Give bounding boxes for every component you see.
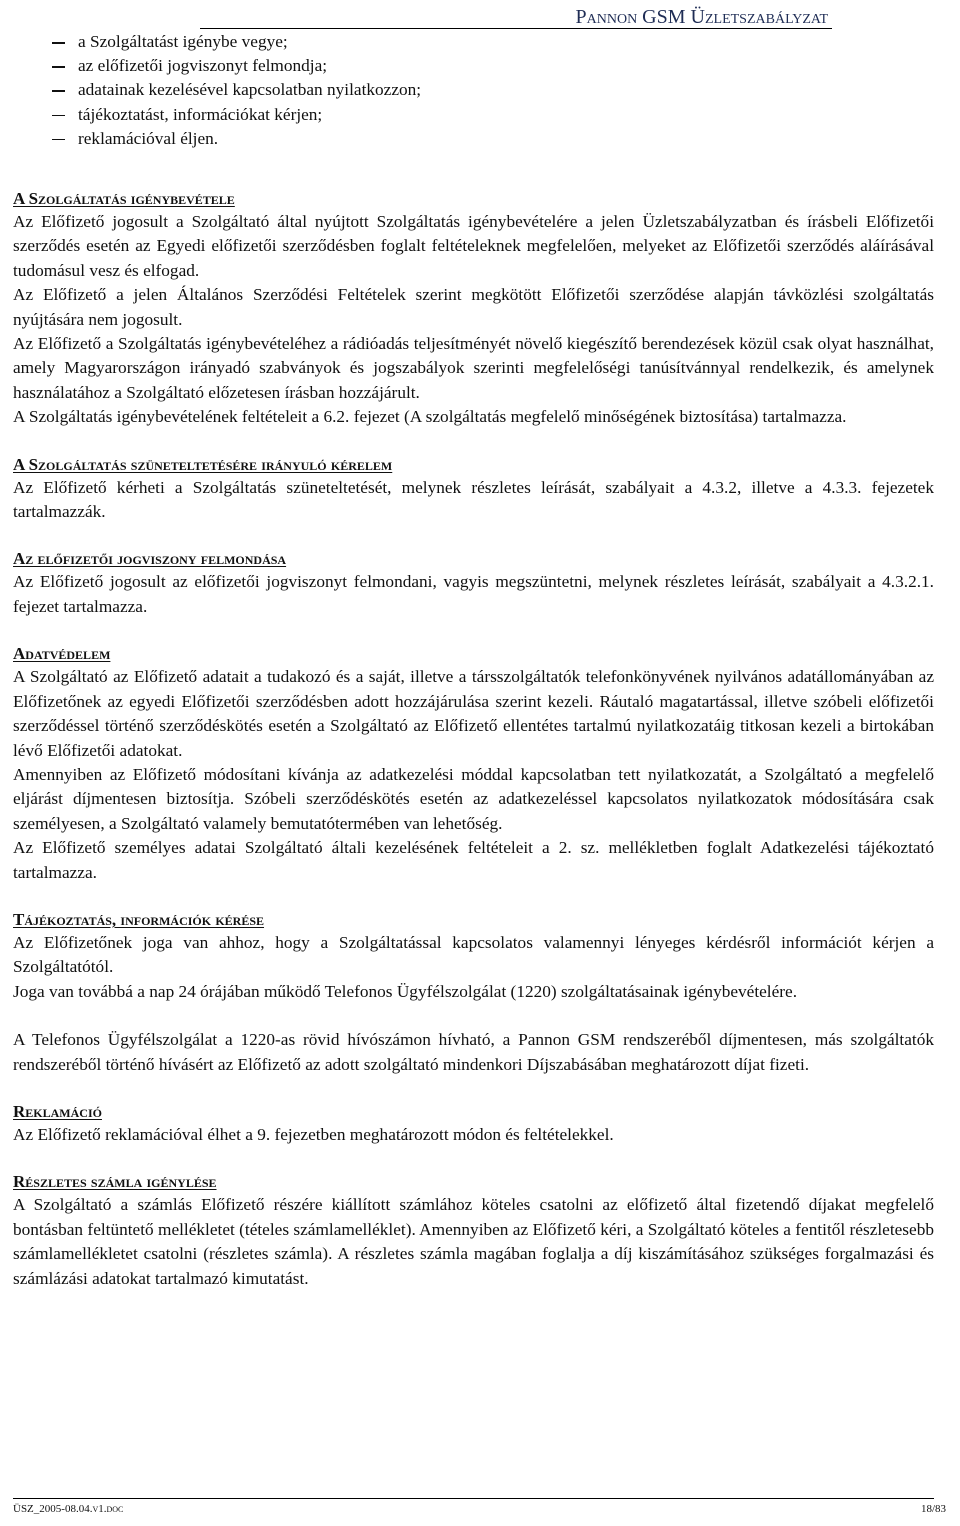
paragraph: Az Előfizető személyes adatai Szolgáltató általi kezelésének feltételeit a 2. sz. mellékletben foglalt Adatkezelési tájékoztató tartalmazza. — [13, 838, 934, 882]
document-body — [13, 188, 934, 1291]
section-heading: A Szolgáltatás igénybevétele — [13, 189, 235, 208]
list-item: adatainak kezelésével kapcsolatban nyilatkozzon; — [52, 78, 421, 102]
paragraph: Amennyiben az Előfizető módosítani kívánja az adatkezelési móddal kapcsolatban tett nyilatkozatát, a Szolgáltató a megfelelő eljárást díjmentesen biztosítja. Szóbeli szerződéskötés esetén az adatkezeléssel kapcsolatos nyilatkozatok módosítására csak személyesen, a Szolgáltató valamely bemutatótermében van lehetőség. — [13, 764, 934, 833]
page-header — [200, 6, 832, 29]
section-data-protection — [13, 643, 934, 885]
section-complaint — [13, 1101, 934, 1147]
list-item: az előfizetői jogviszonyt felmondja; — [52, 54, 421, 78]
paragraph: A Szolgáltató az Előfizető adatait a tudakozó és a saját, illetve a társszolgáltatók telefonkönyvének nyilvános adatállományában az Előfizetőnek az egyedi Előfizetői szerződésben adott hozzájárulása szerint kezeli. Ráutaló magatartással, illetve szóbeli előfizetői szerződéssel történő szerződéskötés esetén a Szolgáltató az Előfizető ellentétes tartalmú nyilatkozatáig titkosan kezeli a birtokában lévő Előfizetői adatokat. — [13, 667, 934, 760]
header-title: Pannon GSM Üzletszabályzat — [575, 6, 828, 28]
document-id: ÜSZ_2005-08.04.v1.doc — [13, 1503, 124, 1515]
page-footer — [13, 1498, 946, 1519]
paragraph: Az Előfizető jogosult az előfizetői jogviszonyt felmondani, vagyis megszüntetni, melynek részletes leírását, szabályait a 4.3.2.1. fejezet tartalmazza. — [13, 572, 934, 616]
page-number: 18/83 — [920, 1503, 946, 1515]
paragraph: A Telefonos Ügyfélszolgálat a 1220-as rövid hívószámon hívható, a Pannon GSM rendszeréből díjmentesen, más szolgáltatók rendszeréből történő hívásért az Előfizető az adott szolgáltató mindenkori Díjszabásában meghatározott díjat fizeti. — [13, 1030, 934, 1074]
paragraph: Joga van továbbá a nap 24 órájában működő Telefonos Ügyfélszolgálat (1220) szolgáltatásainak igénybevételére. — [13, 981, 798, 1001]
paragraph: Az Előfizető jogosult a Szolgáltató által nyújtott Szolgáltatás igénybevételére a jelen Üzletszabályzatban és írásbeli Előfizetői szerződés esetén az Egyedi előfizetői szerződésben foglalt feltételeknek megfelelően, melyeket az Előfizetői szerződés aláírásával tudomásul vesz és elfogad. — [13, 212, 934, 280]
section-detailed-bill — [13, 1171, 934, 1291]
section-heading: Részletes számla igénylése — [13, 1172, 217, 1192]
paragraph: Az Előfizető a Szolgáltatás igénybevételéhez a rádióadás teljesítményét növelő kiegészítő berendezések közül csak olyat használhat, amely Magyarországon irányadó szabványok és jogszabályok szerinti megfelelőségi tanúsítvánnyal rendelkezik, és amelynek használatához a Szolgáltató előzetesen írásban hozzájárult. — [13, 334, 934, 402]
paragraph: A Szolgáltató a számlás Előfizető részére kiállított számlához köteles csatolni az előfizető által fizetendő díjakat megfelelő bontásban feltüntető mellékletet (tételes számlamelléklet). Amennyiben az Előfizető kéri, a Szolgáltató köteles a fentitől részletesebb számlamellékletet csatolni (részletes számla). A részletes számla magában foglalja a díj kiszámításához szükséges forgalmazási és számlázási adatokat tartalmazó kimutatást. — [13, 1195, 934, 1288]
paragraph: Az Előfizető reklamációval élhet a 9. fejezetben meghatározott módon és feltételekkel. — [13, 1124, 614, 1144]
paragraph: A Szolgáltatás igénybevételének feltételeit a 6.2. fejezet (A szolgáltatás megfelelő minőségének biztosítása) tartalmazza. — [13, 407, 847, 427]
list-item: reklamációval éljen. — [52, 127, 421, 151]
list-item: tájékoztatást, információkat kérjen; — [52, 103, 421, 127]
paragraph: Az Előfizető kérheti a Szolgáltatás szüneteltetését, melynek részletes leírását, szabályait a 4.3.2, illetve a 4.3.3. fejezetek tartalmazzák. — [13, 477, 934, 522]
section-information-request — [13, 909, 934, 1077]
section-heading: Az előfizetői jogviszony felmondása — [13, 549, 287, 569]
section-heading: Adatvédelem — [13, 644, 111, 664]
section-heading: A Szolgáltatás szüneteltetésére irányuló kérelem — [13, 454, 393, 474]
section-service-usage — [13, 188, 934, 430]
section-termination — [13, 548, 934, 619]
paragraph: Az Előfizető a jelen Általános Szerződési Feltételek szerint megkötött Előfizetői szerződése alapján távközlési szolgáltatás nyújtására nem jogosult. — [13, 285, 934, 329]
paragraph: Az Előfizetőnek joga van ahhoz, hogy a Szolgáltatással kapcsolatos valamennyi lényeges kérdésről információt kérjen a Szolgáltatótól. — [13, 932, 934, 977]
section-heading: Tájékoztatás, információk kérése — [13, 909, 265, 929]
list-item: a Szolgáltatást igénybe vegye; — [52, 30, 421, 54]
section-heading: Reklamáció — [13, 1101, 102, 1121]
section-suspension-request — [13, 454, 934, 525]
intro-list — [52, 30, 421, 151]
